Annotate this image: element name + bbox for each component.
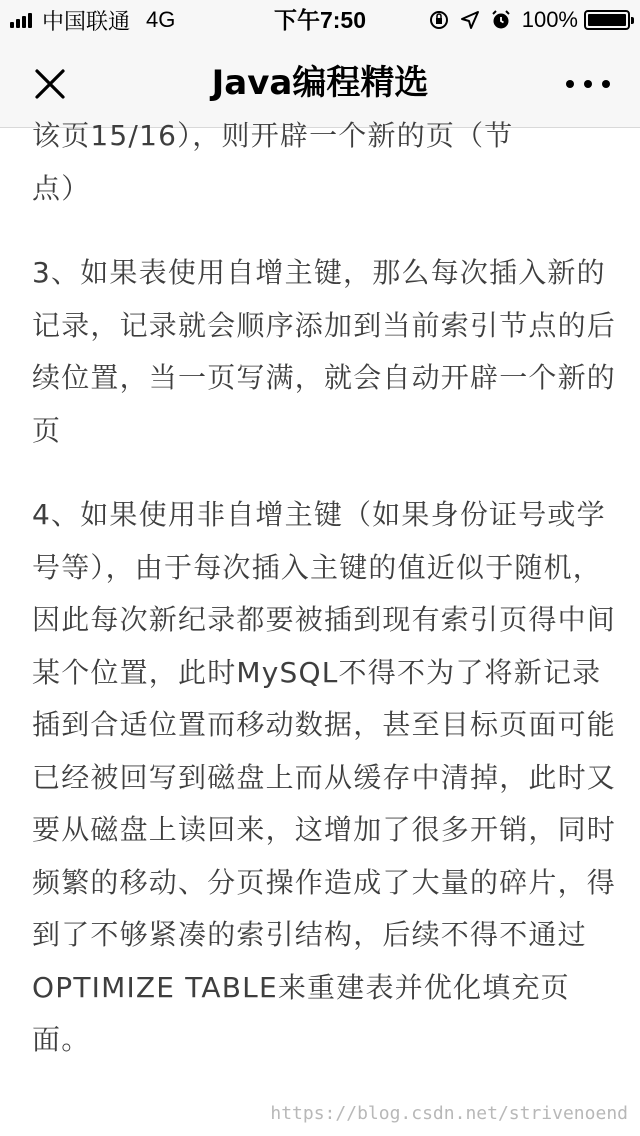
more-dots-icon[interactable] (566, 64, 610, 104)
carrier-name: 中国联通 (42, 8, 131, 34)
article-paragraph-partial (32, 110, 617, 215)
alarm-icon (490, 9, 512, 31)
page-title: Java编程精选 (211, 63, 429, 103)
status-time: 下午7:50 (273, 7, 367, 33)
location-arrow-icon (460, 10, 480, 30)
close-icon[interactable] (30, 64, 70, 104)
battery-percent: 100% (521, 7, 578, 32)
article-content (32, 110, 617, 1136)
battery-fill (588, 14, 626, 26)
partial-top-line: 该页15/16），则开辟一个新的页（节 (32, 119, 514, 152)
watermark: https://blog.csdn.net/strivenoend (270, 1103, 628, 1124)
status-bar (0, 0, 640, 40)
article-paragraph: 4、如果使用非自增主键（如果身份证号或学号等），由于每次插入主键的值近似于随机，因此每次新纪录都要被插到现有索引页得中间某个位置，此时MySQL不得不为了将新记录插到合适位置而移动数据，甚至目标页面可能已经被回写到磁盘上而从缓存中清掉，此时又要从磁盘上读回来，这增加了很多开销，同时频繁的移动、分页操作造成了大量的碎片，得到了不够紧凑的索引结构，后续不得不通过OPTIMIZE TABLE来重建表并优化填充页面。 (32, 498, 617, 1056)
status-right (428, 6, 630, 34)
battery-icon (584, 10, 630, 30)
orientation-lock-icon (428, 9, 450, 31)
article-paragraph: 3、如果表使用自增主键，那么每次插入新的记录，记录就会顺序添加到当前索引节点的后续位置，当一页写满，就会自动开辟一个新的页 (32, 256, 617, 447)
partial-end-line: 点） (32, 171, 91, 205)
network-type: 4G (146, 7, 176, 32)
